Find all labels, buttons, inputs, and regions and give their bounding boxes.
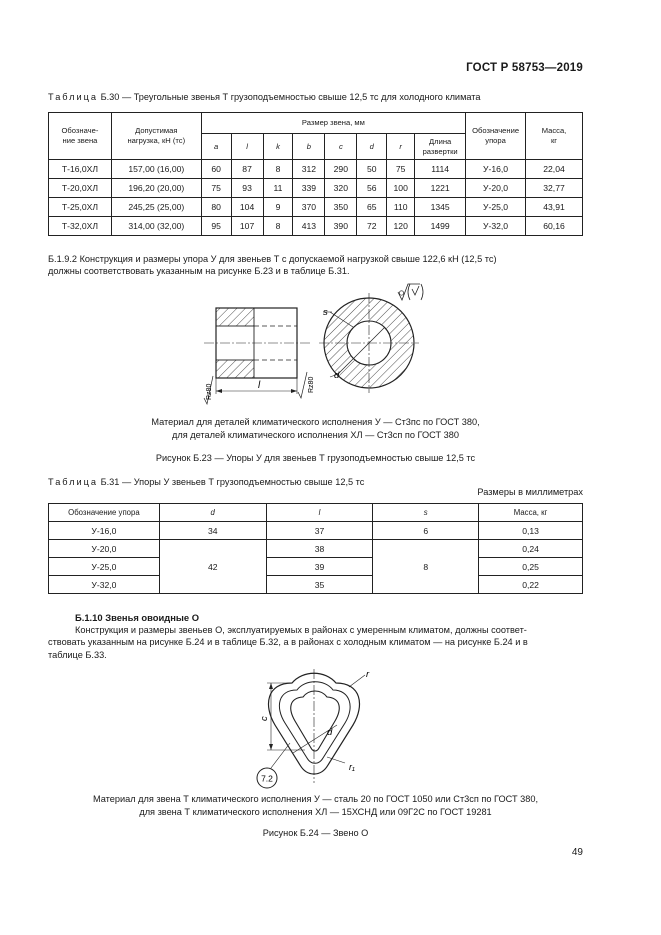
a-cell: 95 bbox=[201, 217, 231, 236]
d-cell: 50 bbox=[357, 160, 387, 179]
table-b30 bbox=[48, 112, 583, 236]
section-b110-heading: Б.1.10 Звенья овоидные О bbox=[75, 612, 200, 623]
col-size-6-header: d bbox=[357, 134, 387, 160]
l-cell: 35 bbox=[266, 576, 373, 594]
figure-b23-drawing bbox=[180, 280, 460, 405]
dimension-c-label: c bbox=[259, 716, 270, 721]
load-cell: 157,00 (16,00) bbox=[111, 160, 201, 179]
figure-b23-material-line2: для деталей климатического исполнения ХЛ — Ст3сп по ГОСТ 380 bbox=[172, 429, 459, 440]
length-cell: 1114 bbox=[415, 160, 466, 179]
b-cell: 413 bbox=[293, 217, 325, 236]
col-size-3-header: k bbox=[263, 134, 293, 160]
page-number: 49 bbox=[571, 847, 583, 858]
document-number: ГОСТ Р 58753—2019 bbox=[466, 62, 583, 74]
length-cell: 1221 bbox=[415, 179, 466, 198]
figure-b23-material-line1: Материал для деталей климатического исполнения У — Ст3пс по ГОСТ 380, bbox=[151, 417, 480, 427]
table-row bbox=[49, 179, 583, 198]
b-cell: 339 bbox=[293, 179, 325, 198]
c-cell: 390 bbox=[325, 217, 357, 236]
k-cell: 8 bbox=[263, 160, 293, 179]
figure-b24-material-note bbox=[48, 793, 583, 818]
a-cell: 60 bbox=[201, 160, 231, 179]
col-load-header: Допустимая нагрузка, кН (тс) bbox=[111, 113, 201, 160]
d-cell-merged: 42 bbox=[159, 540, 266, 594]
stop-designation-cell: У-20,0 bbox=[49, 540, 160, 558]
dimension-d-label: d bbox=[327, 727, 333, 738]
c-cell: 320 bbox=[325, 179, 357, 198]
d-cell: 72 bbox=[357, 217, 387, 236]
paragraph-b192-line1: Б.1.9.2 Конструкция и размеры упора У для звеньев Т с допускаемой нагрузкой свыше 122,6 кН (12,5 тс) bbox=[48, 254, 497, 264]
table-row bbox=[49, 576, 583, 594]
stop-cell: У-20,0 bbox=[466, 179, 526, 198]
figure-b24-material-line1: Материал для звена Т климатического исполнения У — сталь 20 по ГОСТ 1050 или Ст3сп по ГОСТ 380, bbox=[93, 794, 538, 804]
col-stop-header: Обозначение упора bbox=[466, 113, 526, 160]
col-size-2-header: l bbox=[231, 134, 263, 160]
col-designation-header: Обозначе- ние звена bbox=[49, 113, 112, 160]
table-row bbox=[49, 522, 583, 540]
l-cell: 37 bbox=[266, 522, 373, 540]
sleeve-side-view bbox=[204, 308, 310, 394]
table-b31 bbox=[48, 503, 583, 594]
paragraph-b192-line2: должны соответствовать указанным на рисунке Б.23 и в таблице Б.31. bbox=[48, 266, 350, 277]
stop-designation-cell: У-16,0 bbox=[49, 522, 160, 540]
section-b110-paragraph bbox=[48, 624, 583, 661]
d-cell: 65 bbox=[357, 198, 387, 217]
table-b30-caption-text: Б.30 — Треугольные звенья Т грузоподъемностью свыше 12,5 тс для холодного климата bbox=[100, 92, 481, 102]
table-b31-caption-text: Б.31 — Упоры У звеньев Т грузоподъемностью свыше 12,5 тс bbox=[100, 477, 365, 487]
table-row bbox=[49, 558, 583, 576]
col-mass-header: Масса, кг bbox=[526, 113, 583, 160]
table-b31-caption bbox=[48, 477, 364, 487]
col-size-4-header: b bbox=[293, 134, 325, 160]
length-cell: 1499 bbox=[415, 217, 466, 236]
mass-cell: 0,13 bbox=[479, 522, 583, 540]
col-size-7-header: r bbox=[387, 134, 415, 160]
dimension-l-label: l bbox=[258, 380, 261, 391]
table-row bbox=[49, 198, 583, 217]
d-cell: 56 bbox=[357, 179, 387, 198]
stop-designation-cell: У-32,0 bbox=[49, 576, 160, 594]
k-cell: 11 bbox=[263, 179, 293, 198]
b-cell: 370 bbox=[293, 198, 325, 217]
stop-cell: У-32,0 bbox=[466, 217, 526, 236]
figure-b24-drawing bbox=[245, 665, 385, 790]
a-cell: 80 bbox=[201, 198, 231, 217]
figure-b23-material-note bbox=[48, 416, 583, 441]
roughness-right-symbol bbox=[298, 372, 307, 398]
table-b31-caption-lead: Таблица bbox=[48, 477, 99, 487]
load-cell: 196,20 (20,00) bbox=[111, 179, 201, 198]
col-size-1-header: a bbox=[201, 134, 231, 160]
paragraph-b192 bbox=[48, 253, 583, 278]
table-row bbox=[49, 540, 583, 558]
l-cell: 39 bbox=[266, 558, 373, 576]
col-mass-kg-header: Масса, кг bbox=[479, 504, 583, 522]
load-cell: 245,25 (25,00) bbox=[111, 198, 201, 217]
stop-designation-cell: У-25,0 bbox=[49, 558, 160, 576]
figure-b24-caption: Рисунок Б.24 — Звено О bbox=[262, 828, 369, 838]
radius-r-label: r bbox=[366, 669, 370, 680]
figure-b23-caption: Рисунок Б.23 — Упоры У для звеньев Т грузоподъемностью свыше 12,5 тс bbox=[155, 453, 476, 463]
s-cell: 6 bbox=[373, 522, 479, 540]
col-length-header: Длина развертки bbox=[415, 134, 466, 160]
table-b30-caption-lead: Таблица bbox=[48, 92, 99, 102]
radius-r1-label: r₁ bbox=[349, 762, 355, 772]
table-row bbox=[49, 217, 583, 236]
stop-cell: У-16,0 bbox=[466, 160, 526, 179]
col-l-header: l bbox=[266, 504, 373, 522]
table-row bbox=[49, 160, 583, 179]
mass-cell: 0,22 bbox=[479, 576, 583, 594]
r-cell: 75 bbox=[387, 160, 415, 179]
section-b110-line1: Конструкция и размеры звеньев О, эксплуатируемых в районах с умеренным климатом, должны соответ- bbox=[75, 625, 527, 635]
l-cell: 104 bbox=[231, 198, 263, 217]
dimension-d-label: d bbox=[334, 370, 340, 381]
length-cell: 1345 bbox=[415, 198, 466, 217]
col-d-header: d bbox=[159, 504, 266, 522]
dimension-s-label: s bbox=[323, 307, 328, 318]
designation-cell: Т-16,0ХЛ bbox=[49, 160, 112, 179]
mass-cell: 43,91 bbox=[526, 198, 583, 217]
r-cell: 100 bbox=[387, 179, 415, 198]
k-cell: 8 bbox=[263, 217, 293, 236]
col-size-5-header: c bbox=[325, 134, 357, 160]
mass-cell: 60,16 bbox=[526, 217, 583, 236]
l-cell: 107 bbox=[231, 217, 263, 236]
d-cell: 34 bbox=[159, 522, 266, 540]
section-b110-line2: ствовать указанным на рисунке Б.24 и в таблице Б.32, а в районах с холодным климатом — на рисунке Б.24 и в bbox=[48, 637, 528, 648]
l-cell: 38 bbox=[266, 540, 373, 558]
reference-callout-label: 7.2 bbox=[261, 773, 273, 784]
roughness-right-label: Rz80 bbox=[308, 376, 315, 393]
k-cell: 9 bbox=[263, 198, 293, 217]
mass-cell: 0,24 bbox=[479, 540, 583, 558]
surface-roughness-note bbox=[398, 284, 423, 300]
stop-cell: У-25,0 bbox=[466, 198, 526, 217]
table-b30-caption bbox=[48, 92, 481, 102]
c-cell: 290 bbox=[325, 160, 357, 179]
col-stop-designation-header: Обозначение упора bbox=[49, 504, 160, 522]
load-cell: 314,00 (32,00) bbox=[111, 217, 201, 236]
roughness-left-label: Rz80 bbox=[206, 383, 213, 400]
r-cell: 110 bbox=[387, 198, 415, 217]
designation-cell: Т-25,0ХЛ bbox=[49, 198, 112, 217]
l-cell: 87 bbox=[231, 160, 263, 179]
mass-cell: 0,25 bbox=[479, 558, 583, 576]
l-cell: 93 bbox=[231, 179, 263, 198]
col-s-header: s bbox=[373, 504, 479, 522]
s-cell-merged: 8 bbox=[373, 540, 479, 594]
table-b31-units-note: Размеры в миллиметрах bbox=[477, 487, 583, 497]
table-b31-header-row bbox=[49, 504, 583, 522]
mass-cell: 32,77 bbox=[526, 179, 583, 198]
figure-b24-material-line2: для звена Т климатического исполнения ХЛ — 15ХСНД или 09Г2С по ГОСТ 19281 bbox=[139, 806, 492, 817]
b-cell: 312 bbox=[293, 160, 325, 179]
section-b110-line3: таблице Б.33. bbox=[48, 649, 107, 660]
designation-cell: Т-32,0ХЛ bbox=[49, 217, 112, 236]
r-cell: 120 bbox=[387, 217, 415, 236]
c-cell: 350 bbox=[325, 198, 357, 217]
a-cell: 75 bbox=[201, 179, 231, 198]
designation-cell: Т-20,0ХЛ bbox=[49, 179, 112, 198]
mass-cell: 22,04 bbox=[526, 160, 583, 179]
col-size-group-header: Размер звена, мм bbox=[201, 113, 465, 134]
